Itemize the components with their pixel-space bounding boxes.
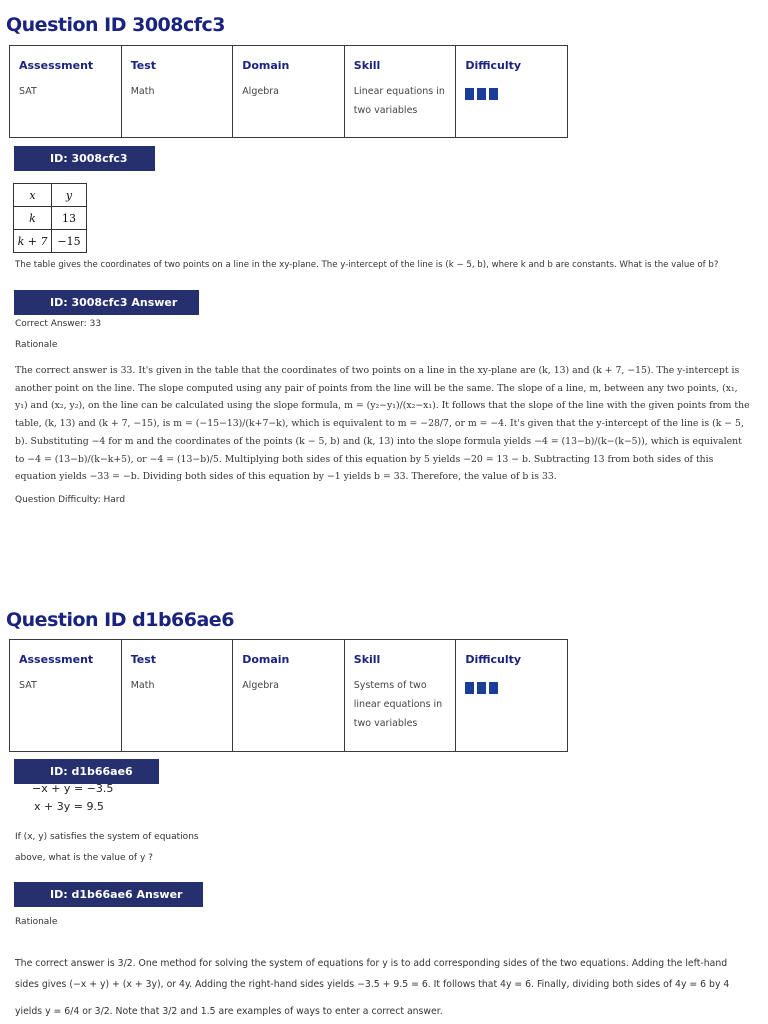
meta-header: Test — [130, 59, 157, 72]
meta-header: Domain — [242, 653, 290, 666]
meta-test — [121, 640, 232, 752]
difficulty-bars-icon — [465, 682, 558, 694]
meta-header: Domain — [242, 59, 290, 72]
meta-value: Math — [130, 86, 155, 97]
meta-value: two variables — [353, 718, 418, 729]
meta-assessment — [10, 640, 122, 752]
rationale-line: sides gives (−x + y) + (x + 3y), or 4y. Adding the right-hand sides yields −3.5 + 9.5 = 6. It follows that 4y = 6. Finally, dividing both sides of 4y = 6 by 4 — [15, 979, 730, 990]
table-cell: 13 — [52, 207, 87, 230]
rationale-line: The correct answer is 3/2. One method for solving the system of equations for y is to add corresponding sides of the two equations. Adding the left-hand — [15, 958, 728, 969]
table-cell: k + 7 — [14, 230, 52, 253]
question-title: Question ID d1b66ae6 — [6, 609, 234, 631]
answer-id-bar: ID: d1b66ae6 Answer — [14, 882, 203, 907]
rationale-line: yields y = 6/4 or 3/2. Note that 3/2 and 1.5 are examples of ways to enter a correct answer. — [15, 1006, 443, 1017]
rationale-label: Rationale — [15, 340, 58, 350]
meta-value: two variables — [353, 105, 418, 116]
meta-skill — [344, 640, 456, 752]
meta-header: Skill — [353, 653, 381, 666]
meta-header: Assessment — [19, 653, 94, 666]
meta-domain — [233, 46, 345, 138]
meta-difficulty — [456, 46, 568, 138]
meta-value: SAT — [19, 680, 37, 691]
table-cell: k — [14, 207, 52, 230]
meta-skill — [344, 46, 456, 138]
table-header-x: x — [14, 184, 52, 207]
meta-value: SAT — [19, 86, 37, 97]
meta-value: Systems of two — [353, 680, 427, 691]
meta-value: Linear equations in — [353, 86, 445, 97]
question-id-bar: ID: 3008cfc3 — [14, 146, 155, 171]
answer-id-bar: ID: 3008cfc3 Answer — [14, 290, 199, 315]
meta-header: Skill — [353, 59, 381, 72]
meta-header: Difficulty — [465, 653, 522, 666]
question-text-line: above, what is the value of y ? — [15, 853, 153, 863]
question-id-bar: ID: d1b66ae6 — [14, 759, 159, 784]
meta-header: Test — [130, 653, 157, 666]
table-cell: −15 — [52, 230, 87, 253]
correct-answer: Correct Answer: 33 — [15, 319, 102, 329]
equation-2: x + 3y = 9.5 — [34, 800, 104, 813]
meta-difficulty — [456, 640, 568, 752]
meta-assessment — [10, 46, 122, 138]
meta-value: Math — [130, 680, 155, 691]
meta-header: Difficulty — [465, 59, 522, 72]
meta-value: linear equations in — [353, 699, 443, 710]
rationale-text: The correct answer is 33. It's given in the table that the coordinates of two points on a line in the xy-plane are (k, 13) and (k + 7, −15). The y-intercept is another point on the line. The slope computed using any pair of points from the line will be the same. The slope of a line, m, between any two points, (x₁, y₁) and (x₂, y₂), on the line can be calculated using the slope formula, m = (y₂−y₁)/(x₂−x₁). It follows that the slope of the line with the given points from the table, (k, 13) and (k + 7, −15), is m = (−15−13)/(k+7−k), which is equivalent to m = −28/7, or m = −4. It's given that the y-intercept of the line is (k − 5, b). Substituting −4 for m and the coordinates of the points (k − 5, b) and (k, 13) into the slope formula yields −4 = (13−b)/(k−(k−5)), which is equivalent to −4 = (13−b)/(k−k+5), or −4 = (13−b)/5. Multiplying both sides of this equation by 5 yields −20 = 13 − b. Subtracting 13 from both sides of this equation yields −33 = −b. Dividing both sides of this equation by −1 yields b = 33. Therefore, the value of b is 33. — [15, 365, 750, 483]
question-text: The table gives the coordinates of two points on a line in the xy-plane. The y-intercept of the line is (k − 5, b), where k and b are constants. What is the value of b? — [15, 260, 719, 270]
difficulty-bars-icon — [465, 88, 558, 100]
meta-value: Algebra — [242, 86, 279, 97]
meta-test — [121, 46, 232, 138]
equation-1: −x + y = −3.5 — [32, 782, 114, 795]
question-title: Question ID 3008cfc3 — [6, 14, 226, 36]
table-header-y: y — [52, 184, 87, 207]
question-text-line: If (x, y) satisfies the system of equations — [15, 832, 199, 842]
meta-value: Algebra — [242, 680, 279, 691]
question-difficulty: Question Difficulty: Hard — [15, 495, 126, 505]
question-meta-table — [9, 639, 568, 752]
meta-header: Assessment — [19, 59, 94, 72]
question-meta-table — [9, 45, 568, 138]
meta-domain — [233, 640, 345, 752]
coordinate-table — [13, 183, 87, 253]
rationale-label: Rationale — [15, 917, 58, 927]
